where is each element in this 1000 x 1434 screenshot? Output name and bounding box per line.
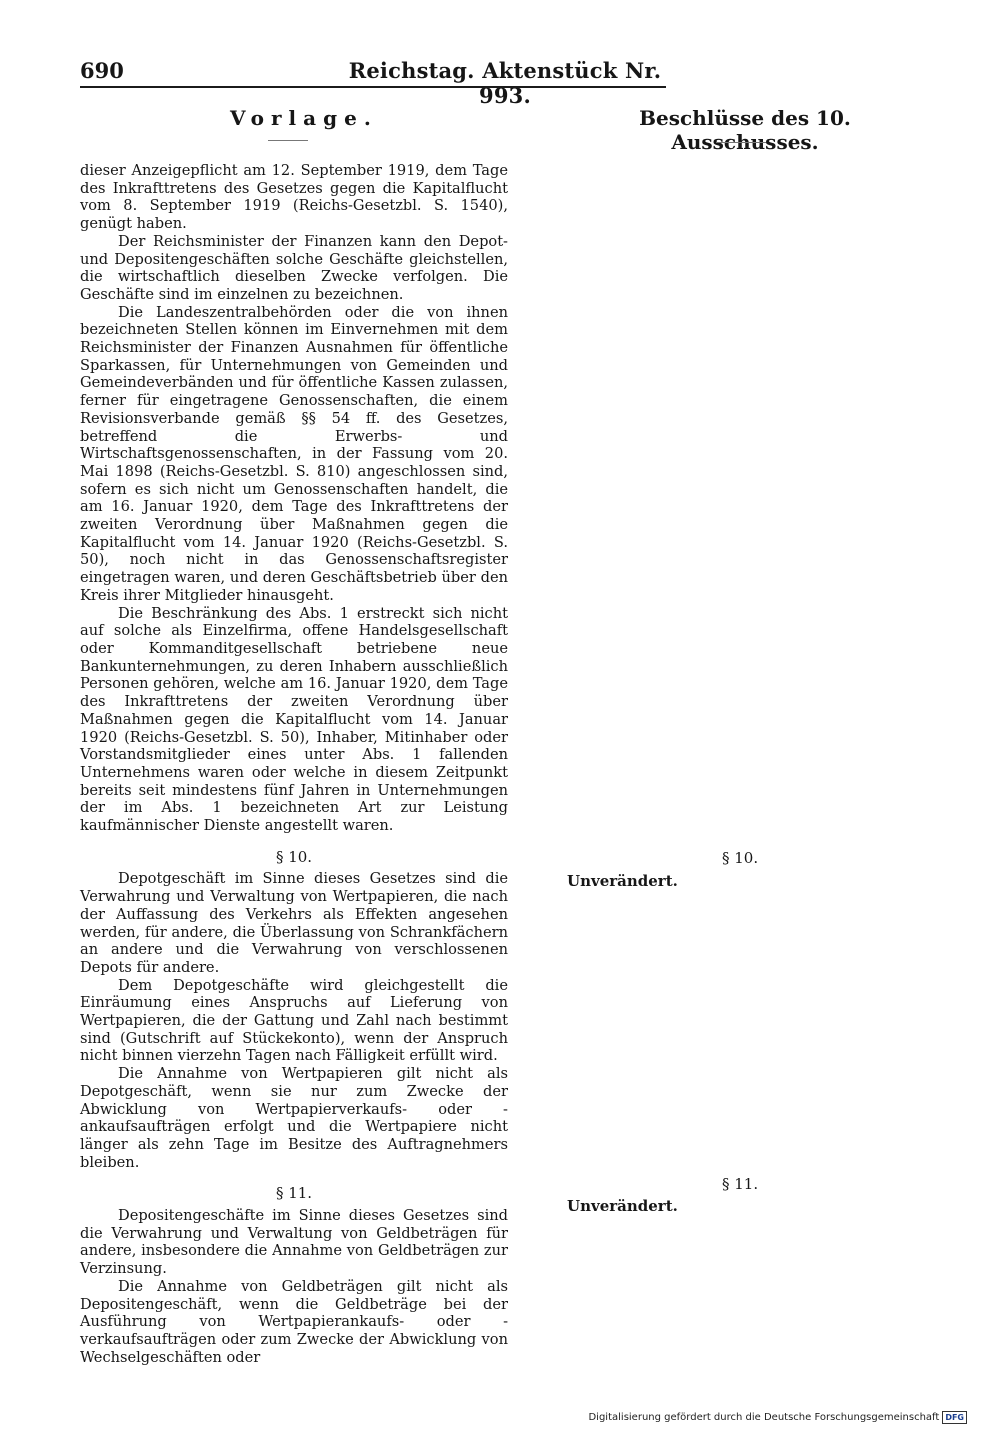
dfg-logo-icon: DFG	[942, 1411, 967, 1424]
right-heading-divider	[716, 142, 766, 143]
paragraph: Der Reichsminister der Finanzen kann den Depot- und Depositengeschäften solche Geschäfte gleichstellen, die wirtschaftlich dieselben Zwecke verfolgen. Die Geschäfte sind im einzelnen zu bezeichnen.	[80, 232, 508, 303]
left-heading-divider	[268, 140, 308, 141]
footer-credit-text: Digitalisierung gefördert durch die Deutsche Forschungsgemeinschaft	[588, 1412, 940, 1423]
running-title: Reichstag. Aktenstück Nr. 993.	[348, 58, 662, 108]
left-column	[80, 162, 508, 1366]
right-section-11-heading: § 11.	[722, 1175, 759, 1193]
left-column-heading: Vorlage.	[230, 106, 378, 130]
paragraph: Dem Depotgeschäfte wird gleichgestellt die Einräumung eines Anspruchs auf Lieferung von Wertpapieren, die der Gattung und Zahl nach bestimmt sind (Gutschrift auf Stückekonto), wenn der Anspruch nicht binnen vierzehn Tagen nach Fälligkeit erfüllt wird.	[80, 976, 508, 1065]
paragraph: Die Beschränkung des Abs. 1 erstreckt sich nicht auf solche als Einzelfirma, offene Handelsgesellschaft oder Kommanditgesellschaft betriebene neue Bankunternehmungen, zu deren Inhabern ausschließlich Personen gehören, welche am 16. Januar 1920, dem Tage des Inkrafttretens der zweiten Verordnung über Maßnahmen gegen die Kapitalflucht vom 14. Januar 1920 (Reichs-Gesetzbl. S. 50), Inhaber, Mitinhaber oder Vorstandsmitglieder eines unter Abs. 1 fallenden Unternehmens waren oder welche in diesem Zeitpunkt bereits seit mindestens fünf Jahren in Unternehmungen der im Abs. 1 bezeichneten Art zur Leistung kaufmännischer Dienste angestellt waren.	[80, 604, 508, 835]
paragraph: Depotgeschäft im Sinne dieses Gesetzes sind die Verwahrung und Verwaltung von Wertpapieren, die nach der Auffassung des Verkehrs als Effekten angesehen werden, für andere, die Überlassung von Schrankfächern an andere und die Verwahrung von verschlossenen Depots für andere.	[80, 870, 508, 976]
right-section-10-heading: § 10.	[722, 849, 759, 867]
right-section-10-text: Unverändert.	[567, 872, 678, 890]
paragraph: Die Annahme von Geldbeträgen gilt nicht als Depositengeschäft, wenn die Geldbeträge bei der Ausführung von Wertpapierankaufs- oder -verkaufsaufträgen oder zum Zwecke der Abwicklung von Wechselgeschäften oder	[80, 1277, 508, 1366]
footer-credit	[588, 1411, 967, 1424]
right-section-11-text: Unverändert.	[567, 1197, 678, 1215]
paragraph-continuation: dieser Anzeigepflicht am 12. September 1919, dem Tage des Inkrafttretens des Gesetzes gegen die Kapitalflucht vom 8. September 1919 (Reichs-Gesetzbl. S. 1540), genügt haben.	[80, 162, 508, 233]
section-11-heading: § 11.	[275, 1184, 313, 1203]
paragraph: Depositengeschäfte im Sinne dieses Gesetzes sind die Verwahrung und Verwaltung von Geldbeträgen für andere, insbesondere die Annahme von Geldbeträgen zur Verzinsung.	[80, 1207, 508, 1278]
right-column-heading: Beschlüsse des 10. Ausschusses.	[639, 106, 851, 154]
paragraph: Die Landeszentralbehörden oder die von ihnen bezeichneten Stellen können im Einvernehmen mit dem Reichsminister der Finanzen Ausnahmen für öffentliche Sparkassen, für Unternehmungen von Gemeinden und Gemeindeverbänden und für öffentliche Kassen zulassen, ferner für eingetragene Genossenschaften, die einem Revisionsverbande gemäß §§ 54 ff. des Gesetzes, betreffend die Erwerbs- und Wirtschaftsgenossenschaften, in der Fassung vom 20. Mai 1898 (Reichs-Gesetzbl. S. 810) angeschlossen sind, sofern es sich nicht um Genossenschaften handelt, die am 16. Januar 1920, dem Tage des Inkrafttretens der zweiten Verordnung über Maßnahmen gegen die Kapitalflucht vom 14. Januar 1920 (Reichs-Gesetzbl. S. 50), noch nicht in das Genossenschaftsregister eingetragen waren, und deren Geschäftsbetrieb über den Kreis ihrer Mitglieder hinausgeht.	[80, 303, 508, 604]
section-10-heading: § 10.	[275, 847, 313, 866]
paragraph: Die Annahme von Wertpapieren gilt nicht als Depotgeschäft, wenn sie nur zum Zwecke der Abwicklung von Wertpapierverkaufs- oder -ankaufsaufträgen erfolgt und die Wertpapiere nicht länger als zehn Tage im Besitze des Auftragnehmers bleiben.	[80, 1065, 508, 1171]
page-number: 690	[80, 58, 124, 83]
header-rule	[80, 86, 666, 88]
